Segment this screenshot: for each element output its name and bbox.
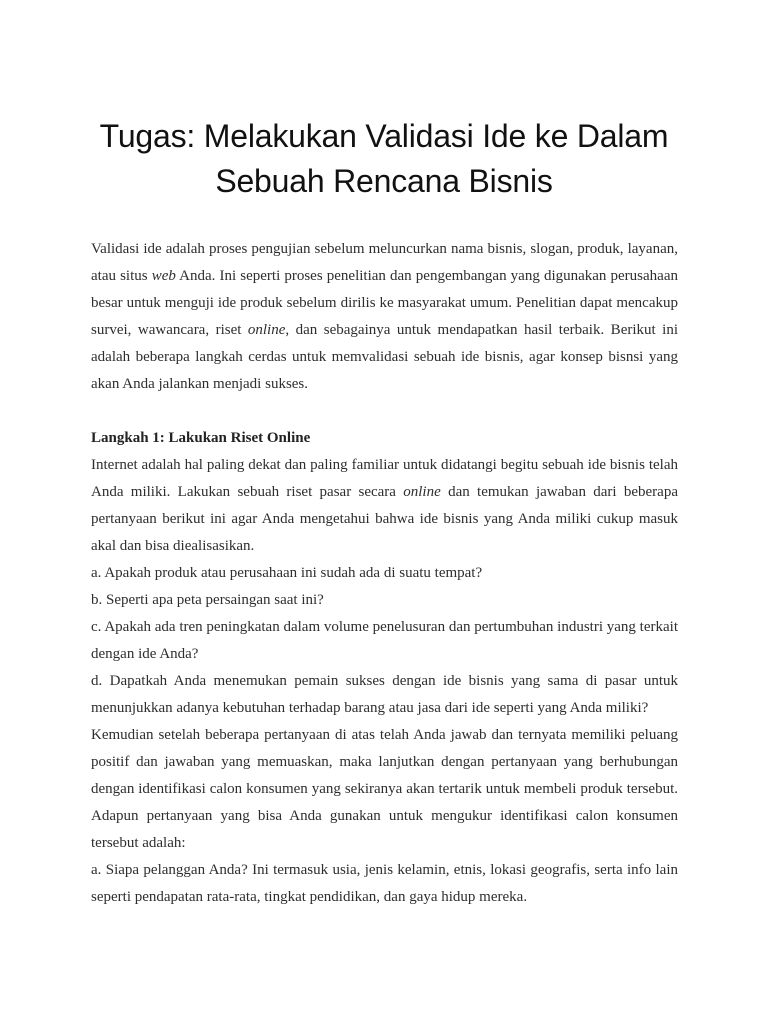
document-body: [91, 236, 678, 911]
step-heading: Langkah 1: Lakukan Riset Online: [91, 430, 311, 446]
intro-italic-web: web: [151, 268, 176, 284]
step1-paragraph: [91, 452, 678, 560]
intro-paragraph: [91, 236, 678, 398]
question-item-c: c. Apakah ada tren peningkatan dalam volume penelusuran dan pertumbuhan industri yang terkait dengan ide Anda?: [91, 619, 678, 662]
paragraph-spacer: [91, 398, 678, 425]
step1-text-2: dan temukan jawaban dari beberapa pertanyaan berikut ini agar Anda mengetahui bahwa ide bisnis yang Anda miliki cukup masuk akal dan bisa diealisasikan.: [91, 484, 678, 554]
question-item-a: a. Apakah produk atau perusahaan ini sudah ada di suatu tempat?: [91, 565, 483, 581]
intro-text-2: Anda. Ini seperti proses penelitian dan pengembangan yang digunakan perusahaan besar untuk menguji ide produk sebelum dirilis ke masyarakat umum. Penelitian dapat mencakup survei, wawancara, riset: [91, 268, 678, 338]
step1-italic-online: online: [403, 484, 441, 500]
intro-text-3: , dan sebagainya untuk mendapatkan hasil terbaik. Berikut ini adalah beberapa langkah cerdas untuk memvalidasi sebuah ide bisnis, agar konsep bisnsi yang akan Anda jalankan menjadi sukses.: [91, 322, 678, 392]
question-item-b: b. Seperti apa peta persaingan saat ini?: [91, 592, 324, 608]
intro-text-1: Validasi ide adalah proses pengujian sebelum meluncurkan nama bisnis, slogan, produk, layanan, atau situs: [91, 241, 678, 284]
intro-italic-online: online: [247, 322, 286, 338]
question-item-d: d. Dapatkah Anda menemukan pemain sukses dengan ide bisnis yang sama di pasar untuk menunjukkan adanya kebutuhan terhadap barang atau jasa dari ide seperti yang Anda miliki?: [91, 673, 678, 716]
step1-text-1: Internet adalah hal paling dekat dan paling familiar untuk didatangi begitu sebuah ide bisnis telah Anda miliki. Lakukan sebuah riset pasar secara: [91, 457, 678, 500]
document-title: Tugas: Melakukan Validasi Ide ke Dalam Sebuah Rencana Bisnis: [99, 118, 669, 199]
customer-question-a: a. Siapa pelanggan Anda? Ini termasuk usia, jenis kelamin, etnis, lokasi geografis, serta info lain seperti pendapatan rata-rata, tingkat pendidikan, dan gaya hidup mereka.: [91, 862, 678, 905]
followup-paragraph: Kemudian setelah beberapa pertanyaan di atas telah Anda jawab dan ternyata memiliki peluang positif dan jawaban yang memuaskan, maka lanjutkan dengan pertanyaan yang berhubungan dengan identifikasi calon konsumen yang sekiranya akan tertarik untuk membeli produk tersebut. Adapun pertanyaan yang bisa Anda gunakan untuk mengukur identifikasi calon konsumen tersebut adalah:: [91, 727, 678, 851]
